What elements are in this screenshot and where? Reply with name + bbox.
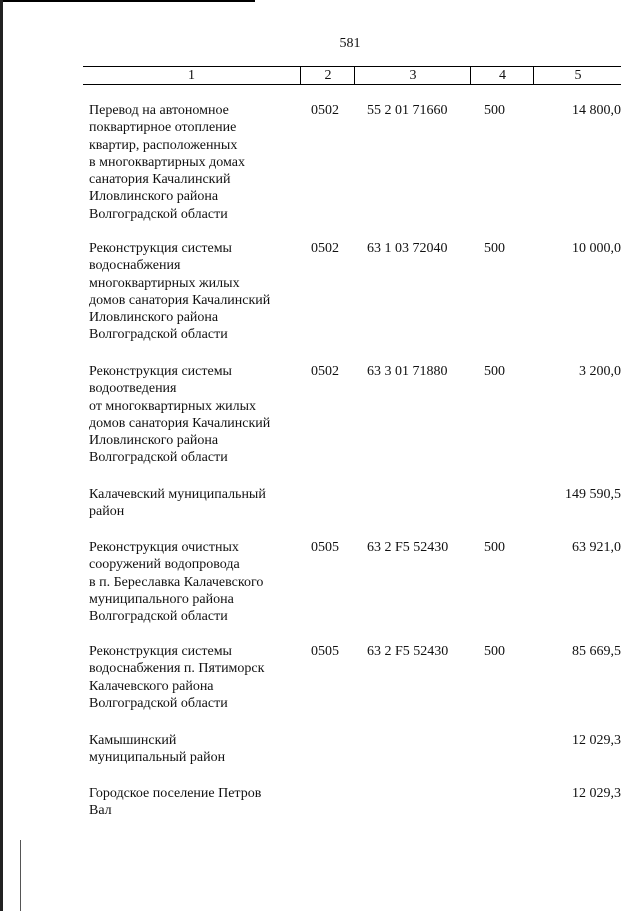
header-col-2: 2 (300, 67, 355, 84)
header-col-4: 4 (470, 67, 534, 84)
row-name (89, 363, 304, 467)
scan-edge-left-inner (20, 840, 21, 911)
row-name-line: от многоквартирных жилых (89, 398, 257, 414)
row-section-code: 0502 (311, 241, 339, 256)
row-name (89, 732, 304, 767)
row-name-line: квартир, расположенных (89, 137, 238, 153)
row-name-line: Волгоградской области (89, 206, 228, 222)
row-name-line: в п. Береславка Калачевского (89, 574, 264, 590)
row-name-line: Иловлинского района (89, 310, 219, 326)
row-amount: 3 200,0 (579, 364, 621, 379)
row-name (89, 240, 304, 344)
row-name-line: поквартирное отопление (89, 120, 237, 136)
row-name-line: Реконструкция системы (89, 644, 232, 659)
row-name-line: Волгоградской области (89, 327, 228, 343)
table-header (83, 66, 621, 85)
row-expense-type: 500 (484, 103, 505, 118)
row-name-line: муниципального района (89, 591, 234, 607)
row-name-line: Камышинский (89, 733, 177, 748)
row-name-line: многоквартирных жилых (89, 275, 240, 291)
row-name-line: Реконструкция очистных (89, 540, 239, 555)
row-section-code: 0502 (311, 364, 339, 379)
row-name-line: Волгоградской области (89, 450, 228, 466)
row-expense-type: 500 (484, 540, 505, 555)
row-expense-type: 500 (484, 241, 505, 256)
row-name-line: водоснабжения (89, 258, 181, 274)
row-name (89, 539, 304, 625)
row-name (89, 643, 304, 712)
row-name-line: Иловлинского района (89, 433, 219, 449)
row-target-code: 63 2 F5 52430 (367, 540, 449, 555)
row-name-line: Волгоградской области (89, 609, 228, 625)
header-col-1: 1 (188, 68, 195, 83)
row-name-line: санатория Качалинский (89, 172, 231, 188)
scan-edge-top (0, 0, 255, 2)
row-name-line: Перевод на автономное (89, 103, 229, 118)
budget-table (83, 66, 621, 819)
row-section-code: 0505 (311, 644, 339, 659)
row-section-code: 0502 (311, 103, 339, 118)
row-name-line: домов санатория Качалинский (89, 292, 271, 308)
row-expense-type: 500 (484, 644, 505, 659)
row-name-line: водоснабжения п. Пятиморск (89, 661, 265, 677)
row-name-line: Калачевский муниципальный (89, 487, 266, 502)
row-amount: 149 590,5 (565, 487, 621, 502)
row-name-line: Волгоградской области (89, 695, 228, 711)
row-amount: 85 669,5 (572, 644, 621, 659)
row-target-code: 63 2 F5 52430 (367, 644, 449, 659)
header-col-5: 5 (533, 67, 622, 84)
row-target-code: 55 2 01 71660 (367, 103, 448, 118)
row-amount: 14 800,0 (572, 103, 621, 118)
page-number: 581 (339, 36, 361, 51)
row-name (89, 486, 304, 521)
row-name-line: Вал (89, 803, 112, 819)
row-amount: 63 921,0 (572, 540, 621, 555)
row-amount: 12 029,3 (572, 733, 621, 748)
row-target-code: 63 1 03 72040 (367, 241, 448, 256)
row-amount: 10 000,0 (572, 241, 621, 256)
row-name-line: Реконструкция системы (89, 364, 232, 379)
row-target-code: 63 3 01 71880 (367, 364, 448, 379)
row-name-line: район (89, 504, 125, 520)
row-name (89, 785, 304, 820)
row-name-line: муниципальный район (89, 750, 226, 766)
row-name-line: в многоквартирных домах (89, 154, 245, 170)
row-section-code: 0505 (311, 540, 339, 555)
row-name-line: Иловлинского района (89, 189, 219, 205)
row-name-line: Реконструкция системы (89, 241, 232, 256)
scan-edge-left (0, 0, 3, 911)
row-expense-type: 500 (484, 364, 505, 379)
row-name-line: Калачевского района (89, 678, 214, 694)
row-name-line: домов санатория Качалинский (89, 415, 271, 431)
row-name-line: водоотведения (89, 381, 177, 397)
row-name-line: сооружений водопровода (89, 557, 240, 573)
row-amount: 12 029,3 (572, 786, 621, 801)
row-name (89, 102, 304, 223)
header-col-3: 3 (354, 67, 471, 84)
row-name-line: Городское поселение Петров (89, 786, 262, 801)
